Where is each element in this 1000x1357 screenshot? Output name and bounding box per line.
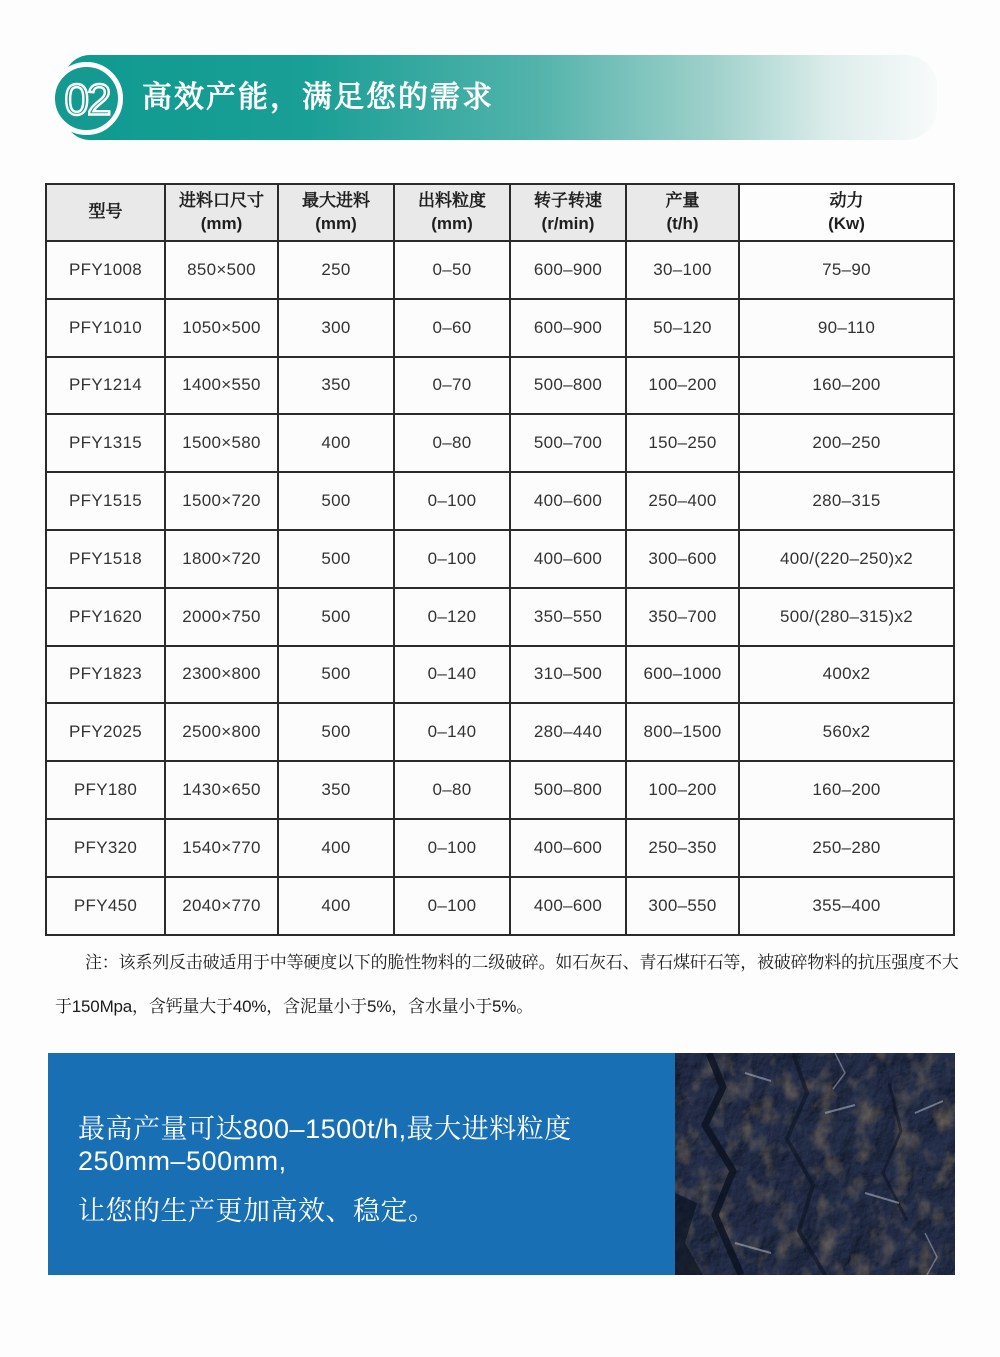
spec-table-body — [46, 241, 954, 935]
note-line-1: 注：该系列反击破适用于中等硬度以下的脆性物料的二级破碎。如石灰石、青石煤矸石等，被破碎物料的抗压强度不大 — [85, 953, 959, 972]
table-cell: 400 — [278, 877, 394, 935]
table-cell: PFY1214 — [46, 357, 165, 415]
table-cell: 350 — [278, 357, 394, 415]
table-cell: 0–140 — [394, 703, 510, 761]
column-header-1: 型号 — [46, 184, 165, 241]
table-cell: 100–200 — [626, 357, 739, 415]
capacity-banner-text-panel — [48, 1053, 675, 1275]
table-cell: 0–100 — [394, 819, 510, 877]
table-cell: 2500×800 — [165, 703, 278, 761]
table-cell: 500/(280–315)x2 — [739, 588, 954, 646]
table-cell: 200–250 — [739, 414, 954, 472]
section-number: 02 — [64, 75, 109, 124]
table-cell: 600–900 — [510, 299, 626, 357]
table-cell: 850×500 — [165, 241, 278, 299]
spec-table — [45, 183, 955, 936]
table-cell: PFY1008 — [46, 241, 165, 299]
table-cell: 0–100 — [394, 472, 510, 530]
table-cell: 0–60 — [394, 299, 510, 357]
table-cell: PFY1010 — [46, 299, 165, 357]
table-cell: 1500×580 — [165, 414, 278, 472]
table-cell: 0–100 — [394, 877, 510, 935]
banner-line-1: 最高产量可达800–1500t/h,最大进料粒度250mm–500mm, — [78, 1113, 572, 1177]
table-cell: 400–600 — [510, 819, 626, 877]
table-cell: 500 — [278, 588, 394, 646]
table-cell: 0–100 — [394, 530, 510, 588]
table-cell: PFY1823 — [46, 646, 165, 704]
table-cell: 2000×750 — [165, 588, 278, 646]
table-cell: 160–200 — [739, 761, 954, 819]
rock-image — [675, 1053, 955, 1275]
table-cell: 1800×720 — [165, 530, 278, 588]
column-header-4: 出料粒度 (mm) — [394, 184, 510, 241]
table-row — [46, 530, 954, 588]
table-cell: PFY180 — [46, 761, 165, 819]
table-cell: 2300×800 — [165, 646, 278, 704]
table-cell: 500–800 — [510, 357, 626, 415]
table-cell: 250–400 — [626, 472, 739, 530]
table-cell: 400x2 — [739, 646, 954, 704]
table-cell: 600–1000 — [626, 646, 739, 704]
table-cell: PFY1620 — [46, 588, 165, 646]
table-cell: 2040×770 — [165, 877, 278, 935]
table-cell: 160–200 — [739, 357, 954, 415]
spec-table-header-row — [46, 184, 954, 241]
table-cell: 400 — [278, 414, 394, 472]
table-row — [46, 299, 954, 357]
table-cell: 1430×650 — [165, 761, 278, 819]
table-cell: 560x2 — [739, 703, 954, 761]
table-cell: 300–600 — [626, 530, 739, 588]
table-cell: 500 — [278, 472, 394, 530]
table-cell: 400–600 — [510, 877, 626, 935]
table-cell: 350–700 — [626, 588, 739, 646]
table-cell: 400/(220–250)x2 — [739, 530, 954, 588]
table-cell: 0–120 — [394, 588, 510, 646]
table-cell: 0–80 — [394, 761, 510, 819]
table-row — [46, 357, 954, 415]
note-paragraph — [55, 941, 960, 1029]
table-row — [46, 241, 954, 299]
table-row — [46, 819, 954, 877]
table-cell: 0–80 — [394, 414, 510, 472]
note-line-2: 于150Mpa，含钙量大于40%，含泥量小于5%，含水量小于5%。 — [55, 997, 533, 1016]
table-cell: 1050×500 — [165, 299, 278, 357]
table-cell: 500 — [278, 646, 394, 704]
table-cell: 500 — [278, 530, 394, 588]
table-cell: PFY1515 — [46, 472, 165, 530]
column-header-5: 转子转速 (r/min) — [510, 184, 626, 241]
section-number-outline-icon — [57, 69, 117, 129]
capacity-banner — [48, 1053, 955, 1275]
column-header-7: 动力 (Kw) — [739, 184, 954, 241]
table-cell: 800–1500 — [626, 703, 739, 761]
table-cell: 30–100 — [626, 241, 739, 299]
table-cell: 500–800 — [510, 761, 626, 819]
table-cell: 600–900 — [510, 241, 626, 299]
table-cell: PFY320 — [46, 819, 165, 877]
table-cell: 500 — [278, 703, 394, 761]
table-row — [46, 588, 954, 646]
table-cell: PFY1518 — [46, 530, 165, 588]
table-cell: 250 — [278, 241, 394, 299]
table-cell: 0–50 — [394, 241, 510, 299]
table-cell: 0–140 — [394, 646, 510, 704]
table-row — [46, 703, 954, 761]
table-cell: 1540×770 — [165, 819, 278, 877]
spec-table-head — [46, 184, 954, 241]
table-cell: 300–550 — [626, 877, 739, 935]
table-cell: PFY2025 — [46, 703, 165, 761]
table-cell: 280–315 — [739, 472, 954, 530]
table-row — [46, 646, 954, 704]
table-cell: 400 — [278, 819, 394, 877]
column-header-2: 进料口尺寸 (mm) — [165, 184, 278, 241]
table-cell: 250–280 — [739, 819, 954, 877]
table-cell: PFY1315 — [46, 414, 165, 472]
table-cell: 350 — [278, 761, 394, 819]
table-cell: 280–440 — [510, 703, 626, 761]
table-row — [46, 472, 954, 530]
table-cell: 300 — [278, 299, 394, 357]
column-header-6: 产量 (t/h) — [626, 184, 739, 241]
banner-line-2: 让您的生产更加高效、稳定。 — [78, 1195, 436, 1226]
table-cell: 1500×720 — [165, 472, 278, 530]
table-cell: 400–600 — [510, 530, 626, 588]
table-cell: 400–600 — [510, 472, 626, 530]
table-cell: 500–700 — [510, 414, 626, 472]
table-cell: 310–500 — [510, 646, 626, 704]
table-row — [46, 414, 954, 472]
table-row — [46, 877, 954, 935]
table-cell: 75–90 — [739, 241, 954, 299]
section-number-badge — [50, 62, 123, 135]
table-cell: PFY450 — [46, 877, 165, 935]
table-row — [46, 761, 954, 819]
column-header-3: 最大进料 (mm) — [278, 184, 394, 241]
table-cell: 90–110 — [739, 299, 954, 357]
section-title: 高效产能，满足您的需求 — [142, 81, 494, 114]
table-cell: 150–250 — [626, 414, 739, 472]
table-cell: 355–400 — [739, 877, 954, 935]
table-cell: 0–70 — [394, 357, 510, 415]
table-cell: 1400×550 — [165, 357, 278, 415]
table-cell: 250–350 — [626, 819, 739, 877]
table-cell: 100–200 — [626, 761, 739, 819]
table-cell: 50–120 — [626, 299, 739, 357]
table-cell: 350–550 — [510, 588, 626, 646]
rock-texture-photo — [675, 1053, 955, 1275]
